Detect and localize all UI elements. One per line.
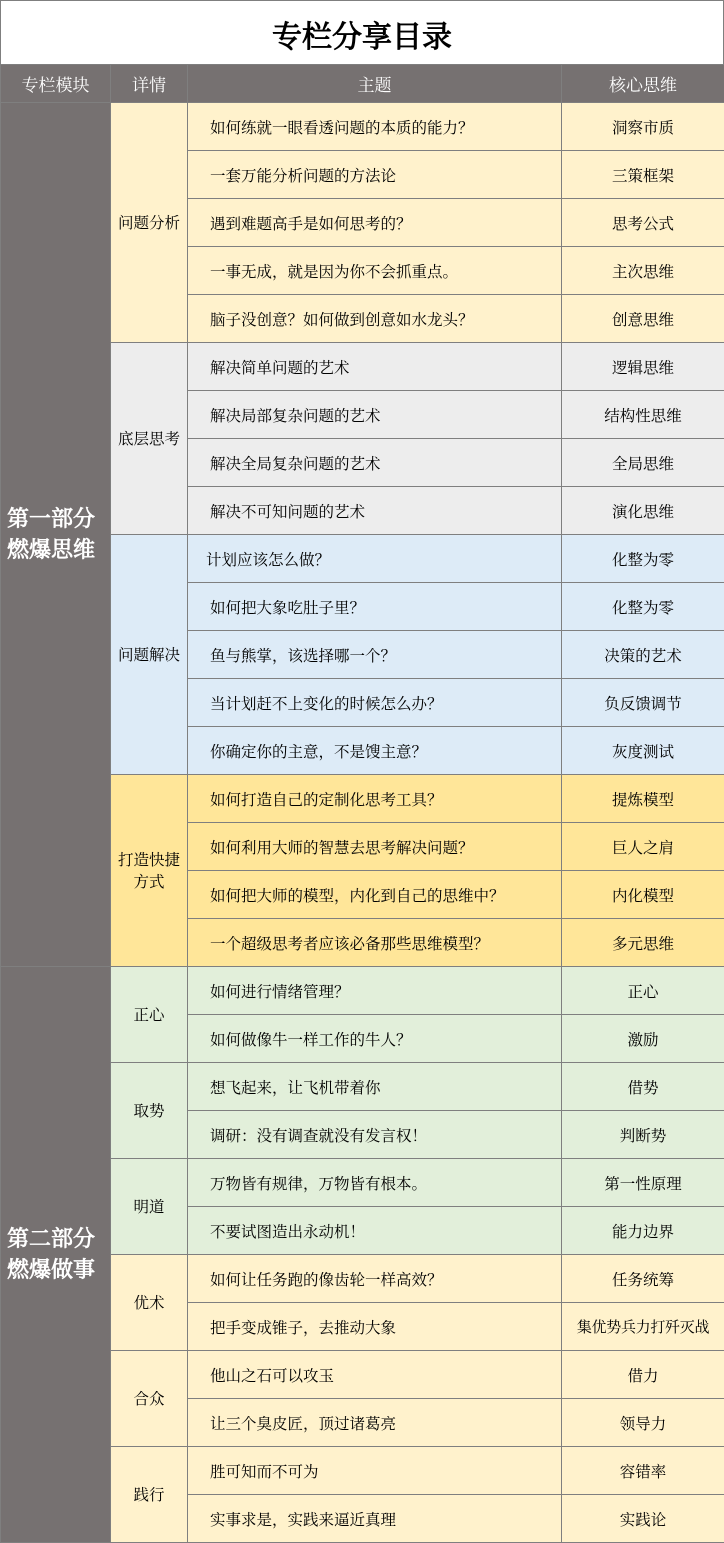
core-cell: 化整为零 bbox=[562, 583, 724, 631]
topic-cell: 如何让任务跑的像齿轮一样高效？ bbox=[188, 1255, 562, 1303]
header-detail: 详情 bbox=[111, 65, 188, 103]
topic-cell: 你确定你的主意，不是馊主意？ bbox=[188, 727, 562, 775]
core-cell: 创意思维 bbox=[562, 295, 724, 343]
topic-cell: 脑子没创意？如何做到创意如水龙头？ bbox=[188, 295, 562, 343]
module-part2-line1: 第二部分 bbox=[7, 1226, 96, 1252]
module-part1-line1: 第一部分 bbox=[7, 506, 96, 532]
core-cell: 内化模型 bbox=[562, 871, 724, 919]
core-cell: 全局思维 bbox=[562, 439, 724, 487]
topic-cell: 如何做像牛一样工作的牛人？ bbox=[188, 1015, 562, 1063]
topic-cell: 如何练就一眼看透问题的本质的能力？ bbox=[188, 103, 562, 151]
page-title: 专栏分享目录 bbox=[0, 0, 724, 66]
header-row bbox=[1, 65, 724, 103]
core-cell: 判断势 bbox=[562, 1111, 724, 1159]
detail-line: 方式 bbox=[133, 872, 165, 891]
core-cell: 负反馈调节 bbox=[562, 679, 724, 727]
detail-cell: 问题解决 bbox=[111, 535, 188, 775]
topic-cell: 一事无成，就是因为你不会抓重点。 bbox=[188, 247, 562, 295]
topic-cell: 如何进行情绪管理？ bbox=[188, 967, 562, 1015]
core-cell: 三策框架 bbox=[562, 151, 724, 199]
header-topic: 主题 bbox=[188, 65, 562, 103]
detail-cell: 合众 bbox=[111, 1351, 188, 1447]
core-cell: 灰度测试 bbox=[562, 727, 724, 775]
topic-cell: 实事求是，实践来逼近真理 bbox=[188, 1495, 562, 1543]
topic-cell: 想飞起来，让飞机带着你 bbox=[188, 1063, 562, 1111]
detail-cell: 优术 bbox=[111, 1255, 188, 1351]
core-cell: 借力 bbox=[562, 1351, 724, 1399]
core-cell: 提炼模型 bbox=[562, 775, 724, 823]
topic-cell: 让三个臭皮匠，顶过诸葛亮 bbox=[188, 1399, 562, 1447]
header-core: 核心思维 bbox=[562, 65, 724, 103]
topic-cell: 一个超级思考者应该必备那些思维模型？ bbox=[188, 919, 562, 967]
detail-cell: 底层思考 bbox=[111, 343, 188, 535]
topic-cell: 解决全局复杂问题的艺术 bbox=[188, 439, 562, 487]
topic-cell: 调研：没有调查就没有发言权！ bbox=[188, 1111, 562, 1159]
topic-cell: 如何把大象吃肚子里？ bbox=[188, 583, 562, 631]
core-cell: 激励 bbox=[562, 1015, 724, 1063]
core-cell: 实践论 bbox=[562, 1495, 724, 1543]
header-module: 专栏模块 bbox=[1, 65, 111, 103]
topic-cell: 不要试图造出永动机！ bbox=[188, 1207, 562, 1255]
table-row bbox=[1, 967, 724, 1015]
core-cell: 第一性原理 bbox=[562, 1159, 724, 1207]
core-cell: 主次思维 bbox=[562, 247, 724, 295]
core-cell: 正心 bbox=[562, 967, 724, 1015]
core-cell: 逻辑思维 bbox=[562, 343, 724, 391]
detail-cell bbox=[111, 775, 188, 967]
core-cell: 集优势兵力打歼灭战 bbox=[562, 1303, 724, 1351]
topic-cell: 当计划赶不上变化的时候怎么办？ bbox=[188, 679, 562, 727]
core-cell: 化整为零 bbox=[562, 535, 724, 583]
module-part1-line2: 燃爆思维 bbox=[7, 537, 96, 563]
topic-cell: 如何把大师的模型，内化到自己的思维中？ bbox=[188, 871, 562, 919]
topic-cell: 如何利用大师的智慧去思考解决问题？ bbox=[188, 823, 562, 871]
core-cell: 借势 bbox=[562, 1063, 724, 1111]
core-cell: 领导力 bbox=[562, 1399, 724, 1447]
core-cell: 决策的艺术 bbox=[562, 631, 724, 679]
detail-cell: 取势 bbox=[111, 1063, 188, 1159]
detail-line: 打造快捷 bbox=[117, 850, 180, 869]
topic-cell: 解决不可知问题的艺术 bbox=[188, 487, 562, 535]
detail-cell: 正心 bbox=[111, 967, 188, 1063]
topic-cell: 万物皆有规律，万物皆有根本。 bbox=[188, 1159, 562, 1207]
topic-cell: 一套万能分析问题的方法论 bbox=[188, 151, 562, 199]
detail-cell: 明道 bbox=[111, 1159, 188, 1255]
topic-cell: 鱼与熊掌，该选择哪一个？ bbox=[188, 631, 562, 679]
table-row bbox=[1, 103, 724, 151]
detail-cell: 问题分析 bbox=[111, 103, 188, 343]
topic-cell: 计划应该怎么做？ bbox=[188, 535, 562, 583]
module-part2 bbox=[1, 967, 111, 1543]
core-cell: 结构性思维 bbox=[562, 391, 724, 439]
core-cell: 巨人之肩 bbox=[562, 823, 724, 871]
detail-cell: 践行 bbox=[111, 1447, 188, 1543]
module-part1 bbox=[1, 103, 111, 967]
topic-cell: 解决局部复杂问题的艺术 bbox=[188, 391, 562, 439]
core-cell: 容错率 bbox=[562, 1447, 724, 1495]
core-cell: 多元思维 bbox=[562, 919, 724, 967]
module-part2-line2: 燃爆做事 bbox=[7, 1257, 96, 1283]
core-cell: 任务统筹 bbox=[562, 1255, 724, 1303]
topic-cell: 把手变成锥子，去推动大象 bbox=[188, 1303, 562, 1351]
topic-cell: 解决简单问题的艺术 bbox=[188, 343, 562, 391]
topic-cell: 遇到难题高手是如何思考的？ bbox=[188, 199, 562, 247]
core-cell: 演化思维 bbox=[562, 487, 724, 535]
topic-cell: 他山之石可以攻玉 bbox=[188, 1351, 562, 1399]
core-cell: 洞察市质 bbox=[562, 103, 724, 151]
core-cell: 思考公式 bbox=[562, 199, 724, 247]
catalog-table bbox=[0, 64, 724, 1543]
topic-cell: 如何打造自己的定制化思考工具？ bbox=[188, 775, 562, 823]
topic-cell: 胜可知而不可为 bbox=[188, 1447, 562, 1495]
core-cell: 能力边界 bbox=[562, 1207, 724, 1255]
